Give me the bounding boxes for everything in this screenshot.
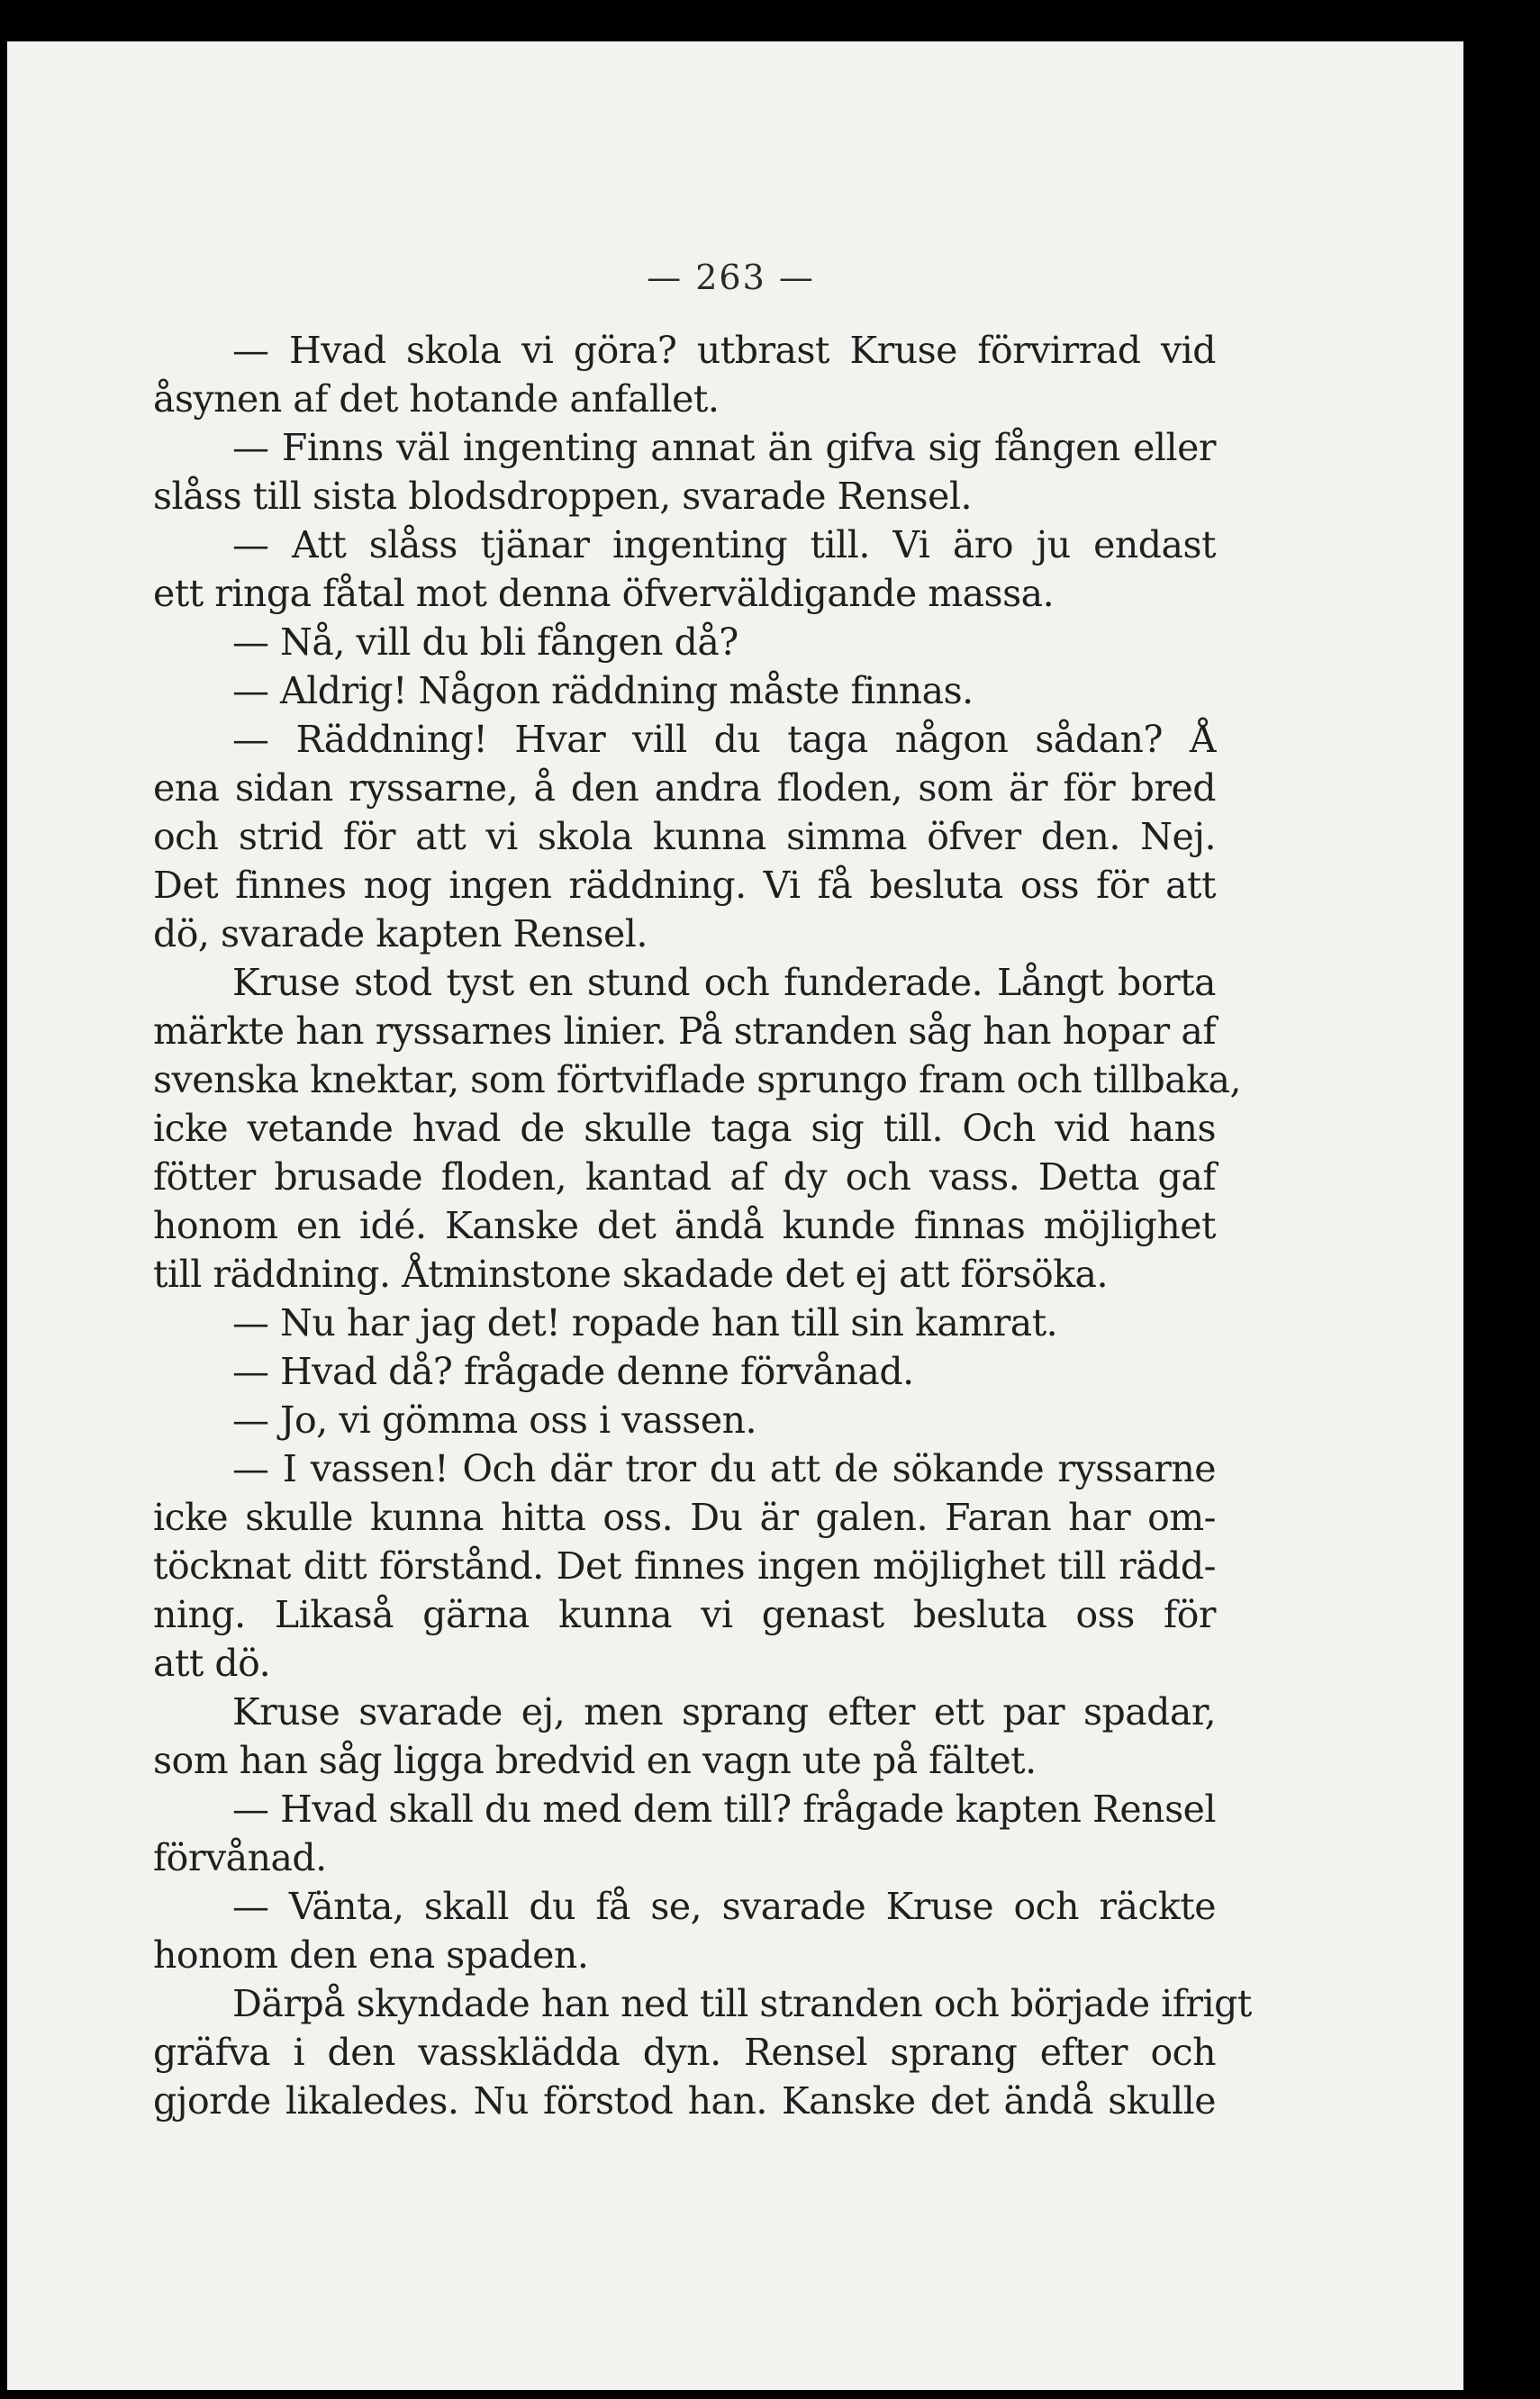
- text-line: icke vetande hvad de skulle taga sig till. Och vid hans: [153, 1107, 1216, 1150]
- text-line: som han såg ligga bredvid en vagn ute på fältet.: [153, 1739, 1037, 1782]
- text-line: icke skulle kunna hitta oss. Du är galen. Faran har om-: [153, 1496, 1216, 1539]
- text-line: — Hvad då? frågade denne förvånad.: [232, 1350, 914, 1393]
- text-line: — Nu har jag det! ropade han till sin kamrat.: [232, 1301, 1058, 1344]
- text-line: — Hvad skall du med dem till? frågade kapten Rensel: [232, 1788, 1216, 1831]
- text-line: — Nå, vill du bli fången då?: [232, 620, 738, 664]
- text-line: förvånad.: [153, 1836, 327, 1879]
- text-line: — Att slåss tjänar ingenting till. Vi äro ju endast: [232, 523, 1216, 566]
- book-page: [7, 41, 1463, 2390]
- text-line: — Aldrig! Någon räddning måste finnas.: [232, 669, 974, 712]
- text-line: åsynen af det hotande anfallet.: [153, 377, 720, 421]
- text-line: till räddning. Åtminstone skadade det ej att försöka.: [153, 1253, 1109, 1296]
- text-line: honom den ena spaden.: [153, 1933, 589, 1977]
- text-line: — I vassen! Och där tror du att de sökande ryssarne: [232, 1447, 1216, 1490]
- text-line: ning. Likaså gärna kunna vi genast besluta oss för: [153, 1593, 1216, 1636]
- text-line: fötter brusade floden, kantad af dy och vass. Detta gaf: [153, 1155, 1216, 1199]
- text-line: töcknat ditt förstånd. Det finnes ingen möjlighet till rädd-: [153, 1544, 1216, 1588]
- text-line: — Hvad skola vi göra? utbrast Kruse förvirrad vid: [232, 329, 1216, 372]
- text-line: Därpå skyndade han ned till stranden och började ifrigt: [232, 1982, 1252, 2025]
- text-line: Kruse svarade ej, men sprang efter ett par spadar,: [232, 1690, 1216, 1734]
- text-line: märkte han ryssarnes linier. På stranden såg han hopar af: [153, 1009, 1216, 1053]
- text-line: — Räddning! Hvar vill du taga någon sådan? Å: [232, 718, 1216, 761]
- text-line: ena sidan ryssarne, å den andra floden, som är för bred: [153, 766, 1216, 810]
- text-line: dö, svarade kapten Rensel.: [153, 912, 648, 955]
- text-line: gräfva i den vassklädda dyn. Rensel sprang efter och: [153, 2031, 1216, 2074]
- text-line: Det finnes nog ingen räddning. Vi få besluta oss för att: [153, 864, 1216, 907]
- text-line: gjorde likaledes. Nu förstod han. Kanske det ändå skulle: [153, 2079, 1216, 2123]
- text-line: — Vänta, skall du få se, svarade Kruse och räckte: [232, 1885, 1216, 1928]
- text-line: Kruse stod tyst en stund och funderade. Långt borta: [232, 961, 1216, 1004]
- text-line: svenska knektar, som förtviflade sprungo fram och tillbaka,: [153, 1058, 1241, 1101]
- text-line: ett ringa fåtal mot denna öfverväldigande massa.: [153, 572, 1055, 615]
- page-number: — 263 —: [647, 258, 815, 297]
- text-line: att dö.: [153, 1642, 271, 1685]
- text-line: honom en idé. Kanske det ändå kunde finnas möjlighet: [153, 1204, 1216, 1247]
- text-line: — Jo, vi gömma oss i vassen.: [232, 1399, 757, 1442]
- text-line: och strid för att vi skola kunna simma öfver den. Nej.: [153, 815, 1216, 858]
- body-text: [153, 326, 1252, 2125]
- text-line: — Finns väl ingenting annat än gifva sig fången eller: [232, 426, 1216, 469]
- text-line: slåss till sista blodsdroppen, svarade Rensel.: [153, 475, 973, 518]
